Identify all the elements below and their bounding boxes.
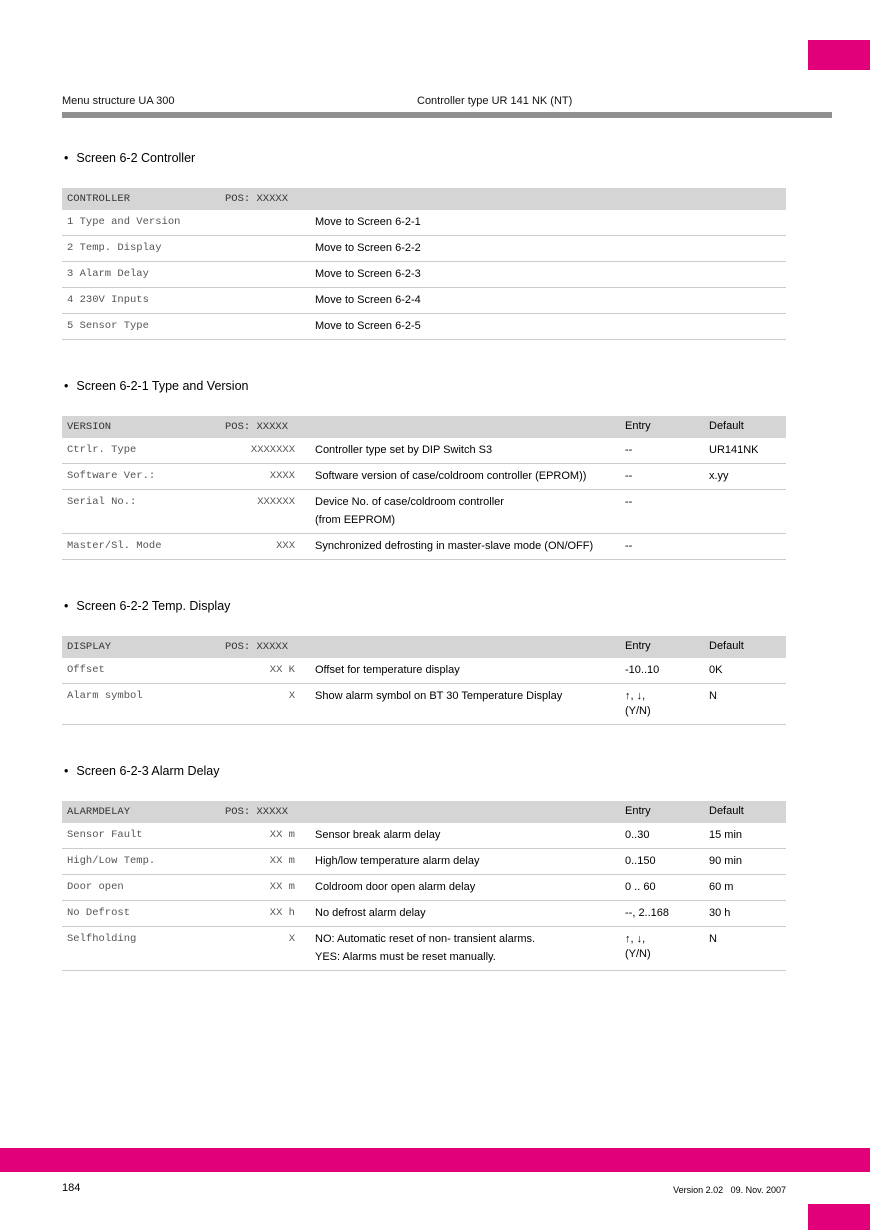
row-desc-cell: [295, 294, 625, 307]
row-name-cell: High/Low Temp.: [67, 855, 156, 867]
brand-corner-block-top: [808, 40, 870, 70]
table-title: ALARMDELAY: [67, 806, 131, 818]
table-row: [62, 314, 786, 340]
table-row: [62, 849, 786, 875]
bullet-icon: •: [64, 599, 69, 613]
row-default-cell: N: [709, 933, 717, 945]
row-desc-cell: [295, 320, 625, 333]
menu-table: [62, 188, 786, 340]
row-name-cell: Alarm symbol: [67, 690, 143, 702]
row-name-cell: Selfholding: [67, 933, 137, 945]
row-entry-cell: [625, 855, 709, 868]
row-value-cell: XX h: [269, 907, 295, 919]
row-name-cell: Offset: [67, 664, 105, 676]
row-desc-cell: [295, 496, 625, 527]
menu-table: [62, 801, 786, 971]
row-desc-cell: [295, 216, 625, 229]
section-heading-text: Screen 6-2-3 Alarm Delay: [76, 764, 220, 778]
row-desc-cell: [295, 540, 625, 553]
row-desc-cell: [295, 242, 625, 255]
desc-line: No defrost alarm delay: [315, 907, 426, 919]
row-value-cell: XXXX: [269, 470, 295, 482]
table-header-row: [62, 416, 786, 438]
table-row: [62, 927, 786, 971]
table-header-row: [62, 801, 786, 823]
row-default-cell: 30 h: [709, 907, 731, 919]
bullet-icon: •: [64, 151, 69, 165]
table-pos-label: POS: XXXXX: [225, 421, 289, 433]
column-header-entry: Entry: [625, 420, 651, 432]
row-entry-cell: [625, 690, 709, 718]
row-desc-cell: [295, 881, 625, 894]
header-rule: [62, 112, 832, 118]
section-heading-text: Screen 6-2-2 Temp. Display: [76, 599, 231, 613]
row-default-cell: x.yy: [709, 470, 729, 482]
row-value-cell: XXXXXX: [257, 496, 295, 508]
row-name-cell: 4 230V Inputs: [67, 294, 149, 306]
row-default-cell: 0K: [709, 664, 723, 676]
row-default-cell: 15 min: [709, 829, 743, 841]
table-row: [62, 823, 786, 849]
entry-line: 0 .. 60: [625, 881, 656, 893]
entry-line: 0..30: [625, 829, 650, 841]
desc-line: Offset for temperature display: [315, 664, 460, 676]
footer-accent-bar: [0, 1148, 870, 1172]
header-controller-type: Controller type UR 141 NK (NT): [417, 95, 573, 107]
desc-line: Software version of case/coldroom controller (EPROM)): [315, 470, 587, 482]
desc-line: Move to Screen 6-2-2: [315, 242, 421, 254]
table-row: [62, 210, 786, 236]
row-default-cell: 90 min: [709, 855, 743, 867]
row-entry-cell: [625, 444, 709, 457]
row-value-cell: XX m: [269, 881, 295, 893]
row-entry-cell: [625, 496, 709, 509]
page-number: 184: [62, 1182, 81, 1194]
desc-line: (from EEPROM): [315, 514, 396, 526]
column-header-default: Default: [709, 640, 744, 652]
desc-line: Move to Screen 6-2-1: [315, 216, 421, 228]
table-row: [62, 875, 786, 901]
row-name-cell: Software Ver.:: [67, 470, 156, 482]
desc-line: Sensor break alarm delay: [315, 829, 441, 841]
table-row: [62, 464, 786, 490]
row-name-cell: No Defrost: [67, 907, 131, 919]
row-entry-cell: [625, 470, 709, 483]
entry-line: --, 2..168: [625, 907, 670, 919]
table-pos-label: POS: XXXXX: [225, 193, 289, 205]
table-row: [62, 658, 786, 684]
desc-line: YES: Alarms must be reset manually.: [315, 951, 496, 963]
table-header-row: [62, 188, 786, 210]
table-row: [62, 684, 786, 725]
menu-table: [62, 636, 786, 725]
entry-line: --: [625, 470, 633, 482]
row-name-cell: 2 Temp. Display: [67, 242, 162, 254]
entry-line: --: [625, 540, 633, 552]
table-row: [62, 262, 786, 288]
desc-line: NO: Automatic reset of non- transient alarms.: [315, 933, 536, 945]
table-row: [62, 901, 786, 927]
row-entry-cell: [625, 907, 709, 920]
section-heading: [64, 598, 786, 614]
section: [62, 598, 786, 725]
row-value-cell: X: [288, 933, 295, 945]
desc-line: Move to Screen 6-2-3: [315, 268, 421, 280]
content-sections: [62, 150, 786, 971]
row-value-cell: XXX: [276, 540, 295, 552]
row-value-cell: XX m: [269, 829, 295, 841]
table-row: [62, 490, 786, 534]
row-value-cell: XX K: [269, 664, 295, 676]
row-default-cell: 60 m: [709, 881, 734, 893]
row-value-cell: XX m: [269, 855, 295, 867]
desc-line: High/low temperature alarm delay: [315, 855, 480, 867]
desc-line: Move to Screen 6-2-4: [315, 294, 421, 306]
menu-table: [62, 416, 786, 560]
section-heading-text: Screen 6-2-1 Type and Version: [76, 379, 249, 393]
desc-line: Move to Screen 6-2-5: [315, 320, 421, 332]
row-default-cell: N: [709, 690, 717, 702]
table-row: [62, 534, 786, 560]
entry-line: --: [625, 496, 633, 508]
table-title: VERSION: [67, 421, 112, 433]
table-title: DISPLAY: [67, 641, 112, 653]
page-header: [62, 95, 832, 109]
row-name-cell: Sensor Fault: [67, 829, 143, 841]
table-header-row: [62, 636, 786, 658]
table-row: [62, 236, 786, 262]
header-doc-title: Menu structure UA 300: [62, 95, 175, 107]
section: [62, 378, 786, 560]
table-pos-label: POS: XXXXX: [225, 806, 289, 818]
section-heading: [64, 378, 786, 394]
row-desc-cell: [295, 829, 625, 842]
column-header-default: Default: [709, 805, 744, 817]
row-entry-cell: [625, 829, 709, 842]
table-row: [62, 288, 786, 314]
row-name-cell: 5 Sensor Type: [67, 320, 149, 332]
row-name-cell: Ctrlr. Type: [67, 444, 137, 456]
entry-line: --: [625, 444, 633, 456]
section: [62, 150, 786, 340]
column-header-entry: Entry: [625, 640, 651, 652]
row-name-cell: Serial No.:: [67, 496, 137, 508]
table-pos-label: POS: XXXXX: [225, 641, 289, 653]
entry-line: (Y/N): [625, 948, 651, 960]
entry-line: -10..10: [625, 664, 660, 676]
row-entry-cell: [625, 881, 709, 894]
desc-line: Show alarm symbol on BT 30 Temperature Display: [315, 690, 563, 702]
brand-corner-block-bottom: [808, 1204, 870, 1230]
row-desc-cell: [295, 470, 625, 483]
row-name-cell: 3 Alarm Delay: [67, 268, 149, 280]
section-heading: [64, 150, 786, 166]
row-name-cell: 1 Type and Version: [67, 216, 181, 228]
row-desc-cell: [295, 664, 625, 677]
desc-line: Device No. of case/coldroom controller: [315, 496, 504, 508]
bullet-icon: •: [64, 379, 69, 393]
entry-line: 0..150: [625, 855, 656, 867]
bullet-icon: •: [64, 764, 69, 778]
row-name-cell: Master/Sl. Mode: [67, 540, 162, 552]
entry-line: (Y/N): [625, 705, 651, 717]
row-desc-cell: [295, 690, 625, 703]
footer-version-text: Version 2.02 09. Nov. 2007: [673, 1185, 786, 1195]
row-entry-cell: [625, 664, 709, 677]
row-desc-cell: [295, 933, 625, 964]
row-desc-cell: [295, 855, 625, 868]
row-value-cell: X: [288, 690, 295, 702]
table-title: CONTROLLER: [67, 193, 131, 205]
row-desc-cell: [295, 444, 625, 457]
row-default-cell: UR141NK: [709, 444, 759, 456]
desc-line: Controller type set by DIP Switch S3: [315, 444, 493, 456]
entry-line: ↑, ↓,: [625, 933, 646, 945]
row-desc-cell: [295, 907, 625, 920]
row-value-cell: XXXXXXX: [250, 444, 295, 456]
row-entry-cell: [625, 933, 709, 961]
desc-line: Coldroom door open alarm delay: [315, 881, 476, 893]
section: [62, 763, 786, 971]
desc-line: Synchronized defrosting in master-slave mode (ON/OFF): [315, 540, 594, 552]
column-header-default: Default: [709, 420, 744, 432]
section-heading: [64, 763, 786, 779]
row-entry-cell: [625, 540, 709, 553]
section-heading-text: Screen 6-2 Controller: [76, 151, 196, 165]
column-header-entry: Entry: [625, 805, 651, 817]
row-desc-cell: [295, 268, 625, 281]
row-name-cell: Door open: [67, 881, 124, 893]
table-row: [62, 438, 786, 464]
entry-line: ↑, ↓,: [625, 690, 646, 702]
